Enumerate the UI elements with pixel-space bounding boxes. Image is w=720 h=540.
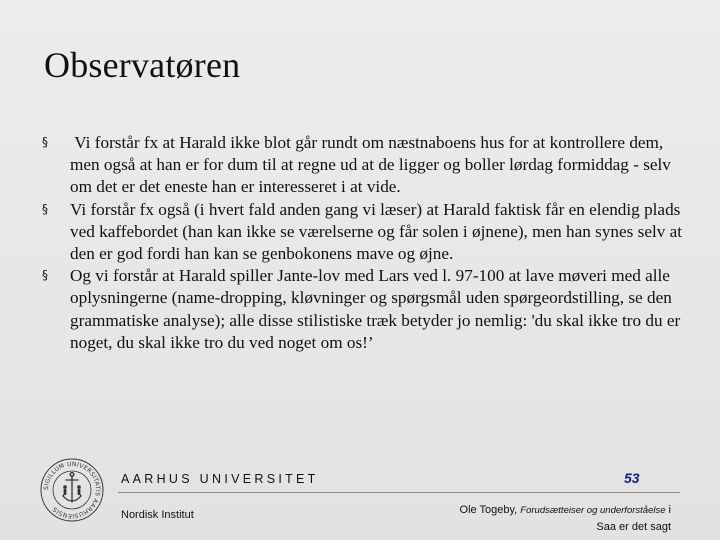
work-suffix: i bbox=[665, 504, 671, 516]
work-title: Forudsætteiser og underforståelse bbox=[520, 505, 666, 516]
seal-text: SIGILLUM UNIVERSITATIS AARHUSIENSIS bbox=[42, 460, 102, 520]
footer-divider bbox=[118, 492, 680, 493]
bullet-text: Vi forstår fx at Harald ikke blot går rundt om næstnaboens hus for at kontrollere dem, men også at han er for dum til at regne ud at de ligger og boller lørdag formiddag - selv om det er det eneste han er interesseret i at vide. bbox=[70, 133, 676, 197]
institute-name: Nordisk Institut bbox=[121, 509, 194, 521]
credit-line-1 bbox=[460, 502, 671, 519]
author-name: Ole Togeby, bbox=[459, 504, 521, 516]
square-bullet-icon: § bbox=[42, 135, 48, 149]
university-name: AARHUS UNIVERSITET bbox=[121, 472, 319, 486]
bullet-item bbox=[42, 265, 692, 354]
bullet-list bbox=[42, 132, 692, 354]
university-seal-logo bbox=[40, 458, 104, 522]
page-number: 53 bbox=[624, 470, 640, 486]
slide-title: Observatøren bbox=[44, 45, 241, 85]
bullet-item bbox=[42, 132, 692, 199]
bullet-item bbox=[42, 199, 692, 266]
credit-line-2: Saa er det sagt bbox=[596, 521, 671, 533]
square-bullet-icon: § bbox=[42, 268, 48, 283]
bullet-text: Og vi forstår at Harald spiller Jante-lov med Lars ved l. 97-100 at lave møveri med alle oplysningerne (name-dropping, kløvninger og spørgsmål uden spørgeordstilling, se den grammatiske analyse); alle disse stilistiske træk betyder jo nemlig: 'du skal ikke tro du er noget, du skal ikke tro du ved noget om os!’ bbox=[70, 266, 681, 352]
footer-credit bbox=[460, 502, 671, 535]
square-bullet-icon: § bbox=[42, 201, 48, 216]
bullet-text: Vi forstår fx også (i hvert fald anden gang vi læser) at Harald faktisk får en elendig plads ved kaffebordet (han kan ikke se værelserne og får solen i øjnene), men han synes selv at den er god fordi han kan se genbokonens mave og øjne. bbox=[70, 199, 683, 264]
